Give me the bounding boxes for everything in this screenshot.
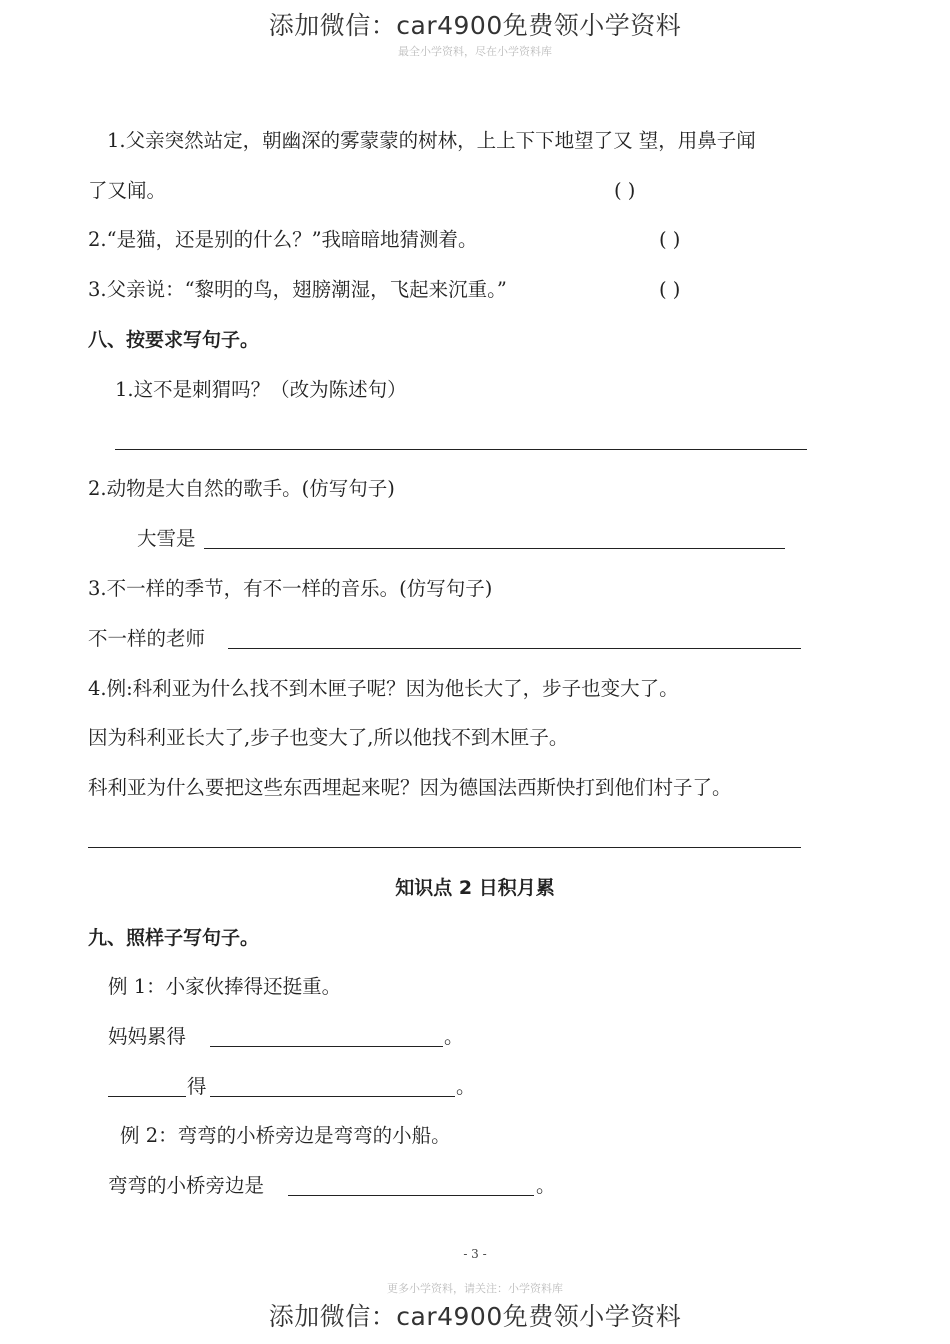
faint-footer-text: 更多小学资料，请关注：小学资料库 bbox=[387, 1282, 563, 1295]
answer-line-q3[interactable] bbox=[228, 648, 801, 649]
section-9-heading: 九、照样子写句子。 bbox=[88, 927, 260, 949]
example-2-prompt: 弯弯的小桥旁边是 bbox=[108, 1174, 265, 1197]
knowledge-point-title: 知识点 2 日积月累 bbox=[395, 877, 555, 899]
section-8-q1: 1.这不是刺猬吗？（改为陈述句） bbox=[115, 378, 407, 401]
answer-line-q1[interactable] bbox=[115, 449, 807, 450]
item-3: 3.父亲说：“黎明的鸟，翅膀潮湿，飞起来沉重。” bbox=[88, 278, 507, 301]
answer-paren-1[interactable]: ( ) bbox=[614, 179, 636, 202]
section-8-heading: 八、按要求写句子。 bbox=[88, 329, 260, 351]
item-1-line1: 1.父亲突然站定，朝幽深的雾蒙蒙的树林，上上下下地望了又 望，用鼻子闻 bbox=[107, 129, 756, 152]
example-2: 例 2：弯弯的小桥旁边是弯弯的小船。 bbox=[120, 1124, 451, 1147]
section-8-q4-line3: 科利亚为什么要把这些东西埋起来呢？因为德国法西斯快打到他们村子了。 bbox=[88, 776, 732, 799]
section-8-q3: 3.不一样的季节，有不一样的音乐。(仿写句子) bbox=[88, 577, 493, 600]
watermark-bottom: 添加微信：car4900免费领小学资料 bbox=[268, 1302, 682, 1331]
answer-line-q2[interactable] bbox=[204, 548, 785, 549]
q3-prompt: 不一样的老师 bbox=[88, 627, 206, 650]
item-1-line2: 了又闻。 bbox=[88, 179, 167, 202]
answer-paren-3[interactable]: ( ) bbox=[659, 278, 681, 301]
answer-paren-2[interactable]: ( ) bbox=[659, 228, 681, 251]
example-1-prompt2: 得 bbox=[187, 1075, 207, 1098]
answer-line-ex1-subject[interactable] bbox=[108, 1096, 186, 1097]
section-8-q4-line2: 因为科利亚长大了,步子也变大了,所以他找不到木匣子。 bbox=[88, 726, 569, 749]
page-number: - 3 - bbox=[463, 1247, 487, 1261]
answer-line-ex1-b[interactable] bbox=[210, 1096, 455, 1097]
section-8-q2: 2.动物是大自然的歌手。(仿写句子) bbox=[88, 477, 395, 500]
item-2: 2.“是猫，还是别的什么？”我暗暗地猜测着。 bbox=[88, 228, 478, 251]
watermark-top: 添加微信：car4900免费领小学资料 bbox=[268, 11, 682, 40]
answer-line-q4[interactable] bbox=[88, 847, 801, 848]
example-1-period2: 。 bbox=[456, 1075, 476, 1098]
example-1: 例 1：小家伙捧得还挺重。 bbox=[108, 975, 342, 998]
q2-prompt: 大雪是 bbox=[137, 527, 196, 550]
answer-line-ex2[interactable] bbox=[288, 1195, 534, 1196]
example-1-prompt: 妈妈累得 bbox=[108, 1025, 187, 1048]
faint-header-text: 最全小学资料，尽在小学资料库 bbox=[398, 45, 552, 58]
example-2-period: 。 bbox=[536, 1174, 556, 1197]
section-8-q4-line1: 4.例:科利亚为什么找不到木匣子呢？因为他长大了，步子也变大了。 bbox=[88, 677, 679, 700]
example-1-period: 。 bbox=[444, 1025, 464, 1048]
answer-line-ex1[interactable] bbox=[210, 1046, 443, 1047]
